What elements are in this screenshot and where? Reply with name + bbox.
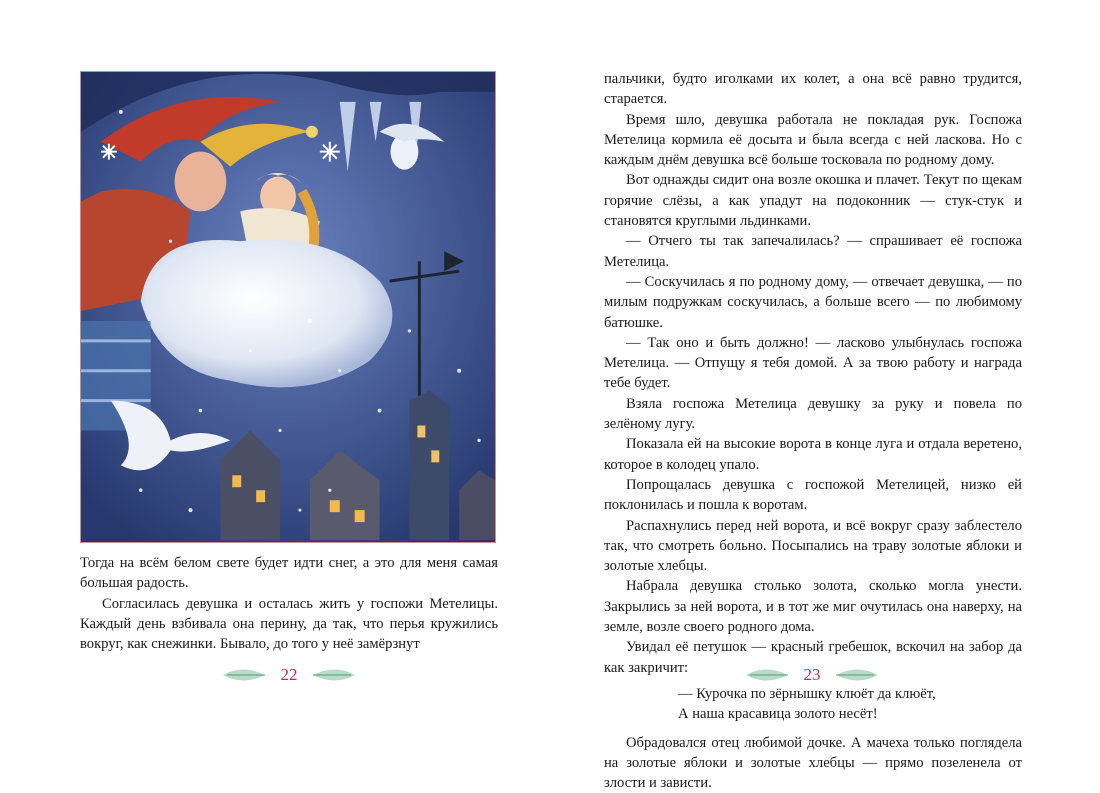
page-number: 22: [277, 665, 301, 685]
paragraph: — Отчего ты так запечалилась? — спрашивает её госпожа Метелица.: [604, 231, 1022, 272]
page-footer-right: [712, 663, 912, 687]
paragraph: Набрала девушка столько золота, сколько могла унести. Закрылись за ней ворота, и в тот же миг очутилась она наверху, на земле, возле своего родного дома.: [604, 576, 1022, 637]
paragraph: Показала ей на высокие ворота в конце луга и отдала веретено, которое в колодец упало.: [604, 434, 1022, 475]
paragraph: Тогда на всём белом свете будет идти снег, а это для меня самая большая радость.: [80, 553, 498, 594]
poem-line: — Курочка по зёрнышку клюёт да клюёт,: [678, 684, 1022, 704]
paragraph: Обрадовался отец любимой дочке. А мачеха только поглядела на золотые яблоки и золотые хлебцы — прямо позеленела от злости и зависти.: [604, 733, 1022, 793]
paragraph: Вот однажды сидит она возле окошка и плачет. Текут по щекам горячие слёзы, а как упадут на подоконник — стук-стук и становятся круглыми льдинками.: [604, 170, 1022, 231]
paragraph: Взяла госпожа Метелица девушку за руку и повела по зелёному лугу.: [604, 394, 1022, 435]
paragraph: Согласилась девушка и осталась жить у госпожи Метелицы. Каждый день взбивала она перину, да так, что перья кружились вокруг, как снежинки. Бывало, до того у неё замёрзнут: [80, 594, 498, 655]
paragraph: Распахнулись перед ней ворота, и всё вокруг сразу заблестело так, что смотреть больно. Посыпались на траву золотые яблоки и золотые хлебцы.: [604, 516, 1022, 577]
leaf-ornament-icon: [744, 666, 790, 684]
illustration-snow-queen: [80, 71, 496, 543]
right-page: [550, 0, 1100, 733]
leaf-ornament-icon: [834, 666, 880, 684]
paragraph: пальчики, будто иголками их колет, а она всё равно трудится, старается.: [604, 69, 1022, 110]
paragraph: Увидал её петушок — красный гребешок, вскочил на забор да как закричит:: [604, 637, 1022, 678]
left-page-text: [80, 553, 498, 654]
poem-line: А наша красавица золото несёт!: [678, 704, 1022, 724]
paragraph: Время шло, девушка работала не покладая рук. Госпожа Метелица кормила её досыта и была всегда с ней ласкова. Но с каждым днём девушка всё больше тосковала по родному дому.: [604, 110, 1022, 171]
left-page: [0, 0, 550, 733]
paragraph: — Соскучилась я по родному дому, — отвечает девушка, — по милым подружкам соскучилась, а больше всего — по любимому батюшке.: [604, 272, 1022, 333]
leaf-ornament-icon: [221, 666, 267, 684]
page-footer-left: [189, 663, 389, 687]
paragraph: — Так оно и быть должно! — ласково улыбнулась госпожа Метелица. — Отпущу я тебя домой. А за твою работу и награда тебе будет.: [604, 333, 1022, 394]
leaf-ornament-icon: [311, 666, 357, 684]
page-number: 23: [800, 665, 824, 685]
poem: [604, 684, 1022, 725]
illustration-art: [81, 72, 495, 542]
paragraph: Попрощалась девушка с госпожой Метелицей, низко ей поклонилась и пошла к воротам.: [604, 475, 1022, 516]
